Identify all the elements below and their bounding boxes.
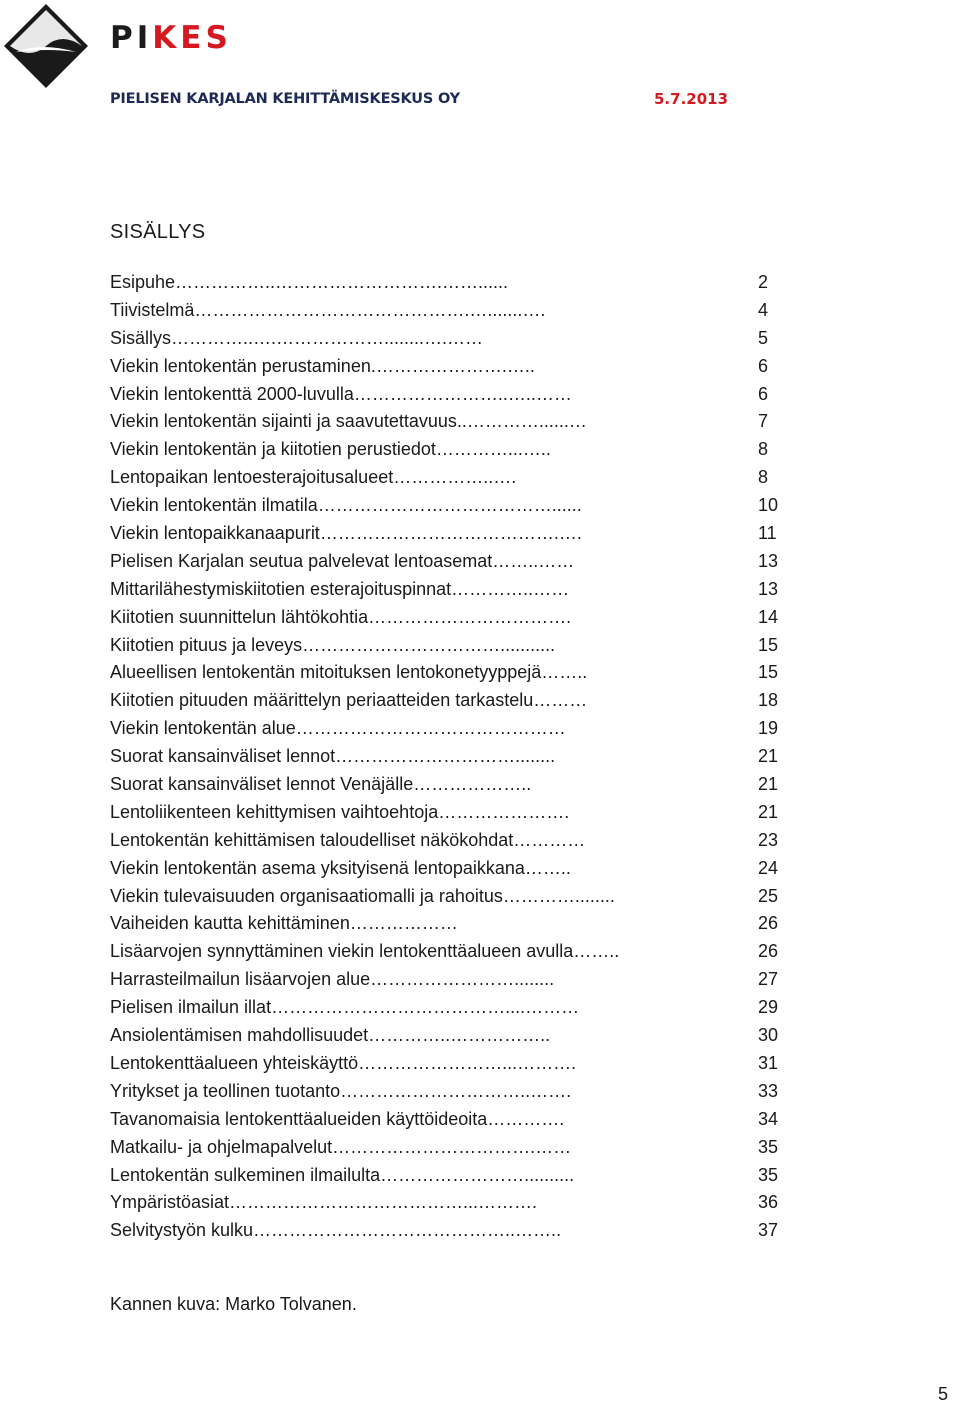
toc-entry-page: 24: [758, 857, 779, 878]
toc-entry-page: 33: [758, 1080, 779, 1101]
page-number: 5: [938, 1384, 949, 1404]
toc-entry: [110, 827, 790, 855]
toc-entry: [110, 771, 790, 799]
toc-entry: [110, 548, 790, 576]
toc-entry-title: Suorat kansainväliset lennot…………………………........: [110, 746, 556, 767]
toc-entry-title: Kiitotien pituuden määrittelyn periaatteiden tarkastelu………: [110, 690, 588, 711]
toc-entry: [110, 994, 790, 1022]
toc-entry-title: Viekin lentokentän asema yksityisenä lentopaikkana……..: [110, 857, 571, 878]
pikes-logo-wordmark: [110, 20, 232, 56]
logo-wordmark-kes: KES: [152, 20, 232, 56]
toc-entry-page: 6: [758, 383, 769, 404]
toc-entry-title: Kiitotien pituus ja leveys……………………………...........: [110, 634, 556, 655]
toc-entry-page: 29: [758, 997, 779, 1018]
toc-entry-title: Viekin lentokenttä 2000-luvulla……………………..…..……: [110, 383, 572, 404]
table-of-contents: [110, 269, 790, 1245]
toc-entry-page: 13: [758, 578, 779, 599]
toc-entry-title: Suorat kansainväliset lennot Venäjälle………………..: [110, 774, 532, 795]
toc-entry: [110, 1134, 790, 1162]
cover-photo-credit: Kannen kuva: Marko Tolvanen.: [110, 1294, 357, 1314]
toc-entry: [110, 1217, 790, 1245]
toc-entry-title: Vaiheiden kautta kehittäminen………………: [110, 913, 458, 934]
toc-entry: [110, 883, 790, 911]
toc-entry-page: 31: [758, 1052, 779, 1073]
toc-entry: [110, 966, 790, 994]
toc-entry: [110, 743, 790, 771]
organization-name: PIELISEN KARJALAN KEHITTÄMISKESKUS OY: [110, 91, 460, 107]
toc-heading: SISÄLLYS: [110, 221, 206, 243]
toc-entry-page: 19: [758, 718, 779, 739]
toc-entry-page: 7: [758, 411, 769, 432]
toc-entry-page: 35: [758, 1136, 779, 1157]
toc-entry-title: Sisällys…………..….………………........….……: [110, 327, 484, 348]
toc-entry-page: 25: [758, 885, 779, 906]
toc-entry-page: 21: [758, 746, 779, 767]
toc-entry: [110, 408, 790, 436]
toc-entry-title: Harrasteilmailun lisäarvojen alue……………………........: [110, 969, 555, 990]
toc-entry-page: 37: [758, 1220, 779, 1241]
toc-entry: [110, 1162, 790, 1190]
toc-entry-title: Lentokenttäalueen yhteiskäyttö……………………...……….: [110, 1052, 577, 1073]
toc-entry-page: 10: [758, 495, 779, 516]
toc-entry-page: 8: [758, 439, 769, 460]
toc-entry: [110, 910, 790, 938]
toc-entry-page: 6: [758, 355, 769, 376]
toc-entry-title: Kiitotien suunnittelun lähtökohtia…………………………….: [110, 606, 572, 627]
toc-entry-title: Pielisen Karjalan seutua palvelevat lentoasemat……..……: [110, 550, 575, 571]
toc-entry-page: 11: [758, 523, 777, 544]
toc-entry: [110, 1022, 790, 1050]
toc-entry: [110, 576, 790, 604]
toc-entry-title: Alueellisen lentokentän mitoituksen lentokonetyyppejä……..: [110, 662, 588, 683]
toc-entry-page: 21: [758, 801, 779, 822]
toc-entry: [110, 520, 790, 548]
toc-entry: [110, 1050, 790, 1078]
toc-entry-page: 14: [758, 606, 779, 627]
toc-entry: [110, 325, 790, 353]
toc-entry-title: Viekin lentokentän alue………………………………………: [110, 718, 566, 739]
toc-entry: [110, 464, 790, 492]
toc-entry-title: Esipuhe……………..……………………….……......: [110, 272, 509, 292]
toc-entry-title: Lentoliikenteen kehittymisen vaihtoehtoja………………….: [110, 801, 570, 822]
toc-entry-page: 26: [758, 941, 779, 962]
toc-entry-page: 23: [758, 829, 779, 850]
toc-entry: [110, 715, 790, 743]
toc-entry: [110, 1189, 790, 1217]
toc-entry: [110, 659, 790, 687]
toc-entry: [110, 1106, 790, 1134]
toc-entry-page: 18: [758, 690, 779, 711]
toc-entry-title: Tavanomaisia lentokenttäalueiden käyttöideoita………….: [110, 1108, 565, 1129]
toc-entry: [110, 381, 790, 409]
toc-entry: [110, 1078, 790, 1106]
toc-entry-page: 26: [758, 913, 779, 934]
toc-entry-title: Yritykset ja teollinen tuotanto…………………………..…….: [110, 1080, 572, 1101]
toc-entry-page: 30: [758, 1025, 779, 1046]
toc-entry-title: Viekin lentokentän ilmatila…………………………………......: [110, 495, 582, 516]
toc-entry-page: 8: [758, 467, 769, 488]
toc-entry-page: 15: [758, 662, 779, 683]
toc-entry: [110, 297, 790, 325]
toc-entry-page: 34: [758, 1108, 779, 1129]
toc-entry: [110, 353, 790, 381]
toc-entry-title: Tiivistelmä……………………………………….….......….: [110, 299, 546, 320]
toc-entry: [110, 855, 790, 883]
toc-entry-title: Lentopaikan lentoesterajoitusalueet……………..….: [110, 467, 517, 488]
pikes-logo-mark: [2, 2, 90, 90]
toc-entry: [110, 687, 790, 715]
toc-entry-page: 5: [758, 327, 769, 348]
toc-entry: [110, 492, 790, 520]
toc-entry-title: Viekin lentokentän ja kiitotien perustiedot…………...…..: [110, 439, 551, 460]
toc-entry-page: 2: [758, 272, 769, 292]
toc-entry-page: 15: [758, 634, 779, 655]
toc-entry-page: 36: [758, 1192, 779, 1213]
toc-entry-page: 13: [758, 550, 779, 571]
toc-entry-title: Lentokentän kehittämisen taloudelliset näkökohdat…………: [110, 829, 586, 850]
toc-entry: [110, 799, 790, 827]
toc-entry-title: Matkailu- ja ohjelmapalvelut…………………………….……: [110, 1136, 572, 1157]
toc-entry-title: Lentokentän sulkeminen ilmailulta……………………..........: [110, 1164, 575, 1185]
toc-entry: [110, 436, 790, 464]
toc-entry-title: Viekin lentopaikkanaapurit………………………………….….: [110, 523, 582, 544]
toc-entry-page: 21: [758, 774, 779, 795]
toc-entry-title: Pielisen ilmailun illat…………………………………....………: [110, 997, 580, 1018]
toc-entry-title: Viekin tulevaisuuden organisaatiomalli ja rahoitus…………........: [110, 885, 615, 906]
toc-entry: [110, 632, 790, 660]
toc-entry-title: Selvitystyön kulku……………………………………..……..: [110, 1220, 562, 1241]
toc-entry-page: 27: [758, 969, 779, 990]
toc-entry: [110, 938, 790, 966]
toc-entry: [110, 269, 790, 297]
toc-entry-title: Viekin lentokentän perustaminen.………………….…..: [110, 355, 535, 376]
logo-wordmark-pi: PI: [110, 20, 153, 56]
toc-entry-page: 35: [758, 1164, 779, 1185]
document-date: 5.7.2013: [654, 90, 729, 108]
toc-entry-title: Lisäarvojen synnyttäminen viekin lentokenttäalueen avulla……..: [110, 941, 620, 962]
toc-entry-title: Viekin lentokentän sijainti ja saavutettavuus..…………......…: [110, 411, 587, 432]
toc-entry-title: Mittarilähestymiskiitotien esterajoituspinnat…………..……: [110, 578, 570, 599]
toc-entry-title: Ansiolentämisen mahdollisuudet…………..……………..: [110, 1025, 551, 1046]
toc-entry-page: 4: [758, 299, 769, 320]
toc-entry: [110, 604, 790, 632]
toc-entry-title: Ympäristöasiat…………………………………...……….: [110, 1192, 538, 1213]
